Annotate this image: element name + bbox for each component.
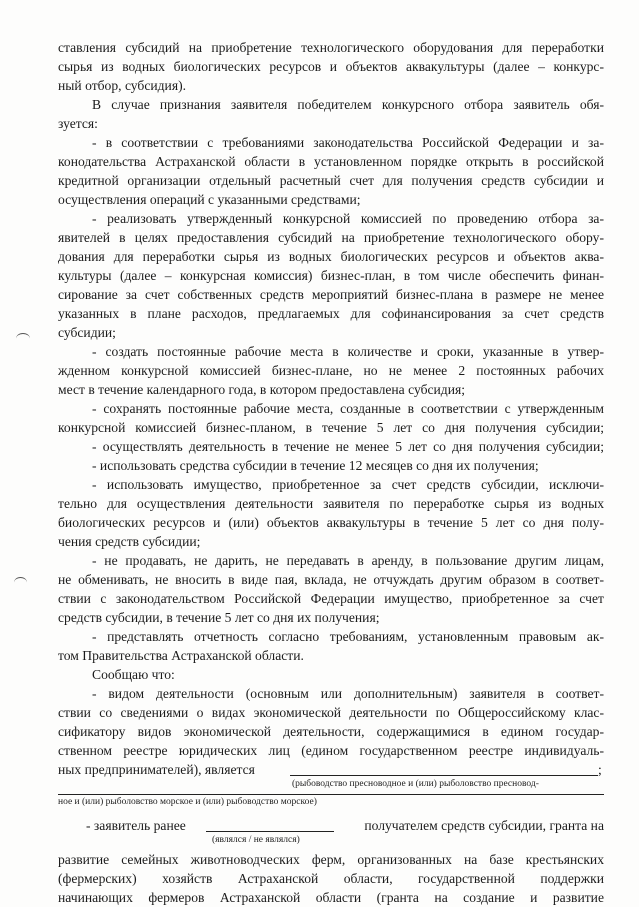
text-line: субсидии; xyxy=(58,325,116,340)
text-line: начинающих фермеров Астраханской области (гранта на создание и развитие xyxy=(58,890,604,905)
text-line: осуществления операций с указанными средствами; xyxy=(58,192,361,207)
list-item: - осуществлять деятельность в течение не менее 5 лет со дня получения субсидии; xyxy=(92,439,604,454)
text-line: явителей в целях предоставления субсидий на приобретение технологического обору- xyxy=(58,230,604,245)
activity-type-field-continued[interactable] xyxy=(58,794,604,795)
text-line: не обменивать, не вносить в виде пая, вклада, не отчуждать другим образом в соответ- xyxy=(58,572,604,587)
text-line: конодательства Астраханской области в установленном порядке открыть в российской xyxy=(58,154,604,169)
list-item: - видом деятельности (основным или дополнительным) заявителя в соответ- xyxy=(92,686,604,701)
text-line: зуется: xyxy=(58,116,98,131)
field-caption: (являлся / не являлся) xyxy=(212,835,300,845)
text-line: сирование за счет собственных средств мероприятий бизнес-плана в размере не менее xyxy=(58,287,604,302)
text-line: получателем средств субсидии, гранта на xyxy=(364,818,604,833)
list-item: - использовать имущество, приобретенное за счет средств субсидии, исключи- xyxy=(92,477,604,492)
field-caption: ное и (или) рыболовство морское и (или) рыбоводство морское) xyxy=(58,797,317,807)
text-line: ный отбор, субсидия). xyxy=(58,78,187,93)
list-item: - не продавать, не дарить, не передавать в аренду, в пользование другим лицам, xyxy=(92,553,604,568)
text-line: чения средств субсидии; xyxy=(58,534,201,549)
text-line: ственном реестре юридических лиц (едином государственном реестре индивидуаль- xyxy=(58,743,604,758)
text-line: том Правительства Астраханской области. xyxy=(58,648,304,663)
text-line: конкурсной комиссией бизнес-планом, в течение 5 лет со дня получения субсидии; xyxy=(58,420,604,435)
text-line: тельно для осуществления деятельности заявителя по переработке сырья из водных xyxy=(58,496,604,511)
line-end-punctuation: ; xyxy=(598,762,602,777)
text-line: сырья из водных биологических ресурсов и объектов аквакультуры (далее – конкурс- xyxy=(58,59,604,74)
text-line: культуры (далее – конкурсная комиссия) бизнес-план, в том числе обеспечить финан- xyxy=(58,268,604,283)
text-line: дования для переработки сырья из водных биологических ресурсов и объектов аква- xyxy=(58,249,604,264)
text-line: биологических ресурсов и (или) объектов аквакультуры в течение 5 лет со дня полу- xyxy=(58,515,604,530)
text-line: ных предпринимателей), является xyxy=(58,762,255,777)
paragraph-line: В случае признания заявителя победителем конкурсного отбора заявитель обя- xyxy=(92,97,604,112)
paragraph-line: Сообщаю что: xyxy=(92,667,175,682)
recipient-status-field[interactable] xyxy=(206,831,334,832)
list-item: - создать постоянные рабочие места в количестве и сроки, указанные в утвер- xyxy=(92,344,604,359)
text-line: (фермерских) хозяйств Астраханской области, государственной поддержки xyxy=(58,871,604,886)
list-item: - в соответствии с требованиями законодательства Российской Федерации и за- xyxy=(92,135,604,150)
scan-artifact-mark xyxy=(16,333,30,344)
text-line: развитие семейных животноводческих ферм, организованных на базе крестьянских xyxy=(58,852,604,867)
text-line: сификатору видов экономической деятельности, содержащимися в едином государ- xyxy=(58,724,604,739)
text-line: кредитной организации отдельный расчетный счет для получения средств субсидии и xyxy=(58,173,604,188)
text-line: ставления субсидий на приобретение технологического оборудования для переработки xyxy=(58,40,604,55)
text-line: жденном конкурсной комиссией бизнес-плане, но не менее 2 постоянных рабочих xyxy=(58,363,604,378)
list-item: - заявитель ранее xyxy=(86,818,186,833)
text-line: мест в течение календарного года, в котором предоставлена субсидия; xyxy=(58,382,466,397)
field-caption: (рыбоводство пресноводное и (или) рыболовство пресновод- xyxy=(292,779,539,789)
scan-artifact-mark xyxy=(14,577,27,588)
list-item: - сохранять постоянные рабочие места, созданные в соответствии с утвержденным xyxy=(92,401,604,416)
list-item: - представлять отчетность согласно требованиям, установленным правовым ак- xyxy=(92,629,604,644)
list-item: - использовать средства субсидии в течение 12 месяцев со дня их получения; xyxy=(92,458,539,473)
list-item: - реализовать утвержденный конкурсной комиссией по проведению отбора за- xyxy=(92,211,604,226)
text-line: средств субсидии, в течение 5 лет со дня их получения; xyxy=(58,610,380,625)
text-line: ствии с законодательством Российской Федерации имущество, приобретенное за счет xyxy=(58,591,604,606)
text-line: указанных в плане расходов, предлагаемых для софинансирования за счет средств xyxy=(58,306,604,321)
activity-type-field[interactable] xyxy=(290,775,598,776)
text-line: ствии со сведениями о видах экономической деятельности по Общероссийскому клас- xyxy=(58,705,604,720)
